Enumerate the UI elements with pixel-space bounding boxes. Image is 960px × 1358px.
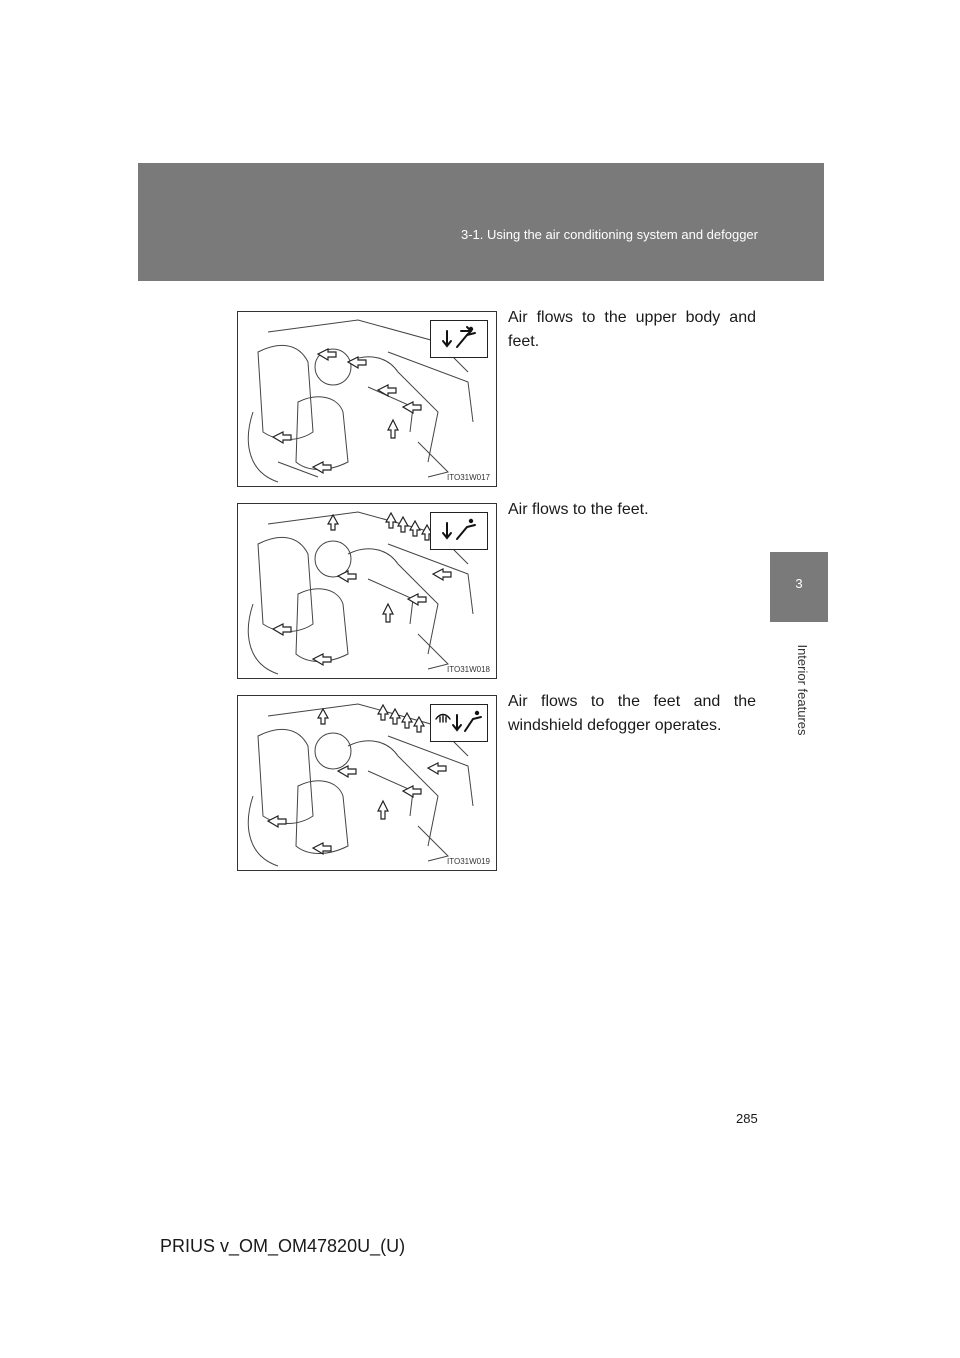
page-number: 285: [736, 1111, 758, 1126]
figure-code: ITO31W018: [447, 665, 490, 674]
chapter-number: 3: [795, 576, 803, 591]
feet-airflow-icon: [430, 512, 488, 550]
chapter-tab: [770, 552, 828, 622]
bi-level-airflow-icon: [430, 320, 488, 358]
document-id: PRIUS v_OM_OM47820U_(U): [160, 1236, 406, 1256]
header-band: [138, 163, 824, 281]
chapter-label: Interior features: [795, 644, 810, 736]
description-feet: Air flows to the feet.: [508, 501, 649, 518]
figure-code: ITO31W017: [447, 473, 490, 482]
illustration-panel-feet-defrost: [237, 695, 497, 871]
description-feet-defrost: Air flows to the feet and the windshield defogger operates.: [508, 693, 756, 734]
illustration-panel-bi-level: [237, 311, 497, 487]
illustration-panel-feet: [237, 503, 497, 679]
figure-code: ITO31W019: [447, 857, 490, 866]
section-title: 3-1. Using the air conditioning system and defogger: [460, 227, 758, 242]
feet-defrost-airflow-icon: [430, 704, 488, 742]
description-bi-level: Air flows to the upper body and feet.: [508, 309, 756, 350]
